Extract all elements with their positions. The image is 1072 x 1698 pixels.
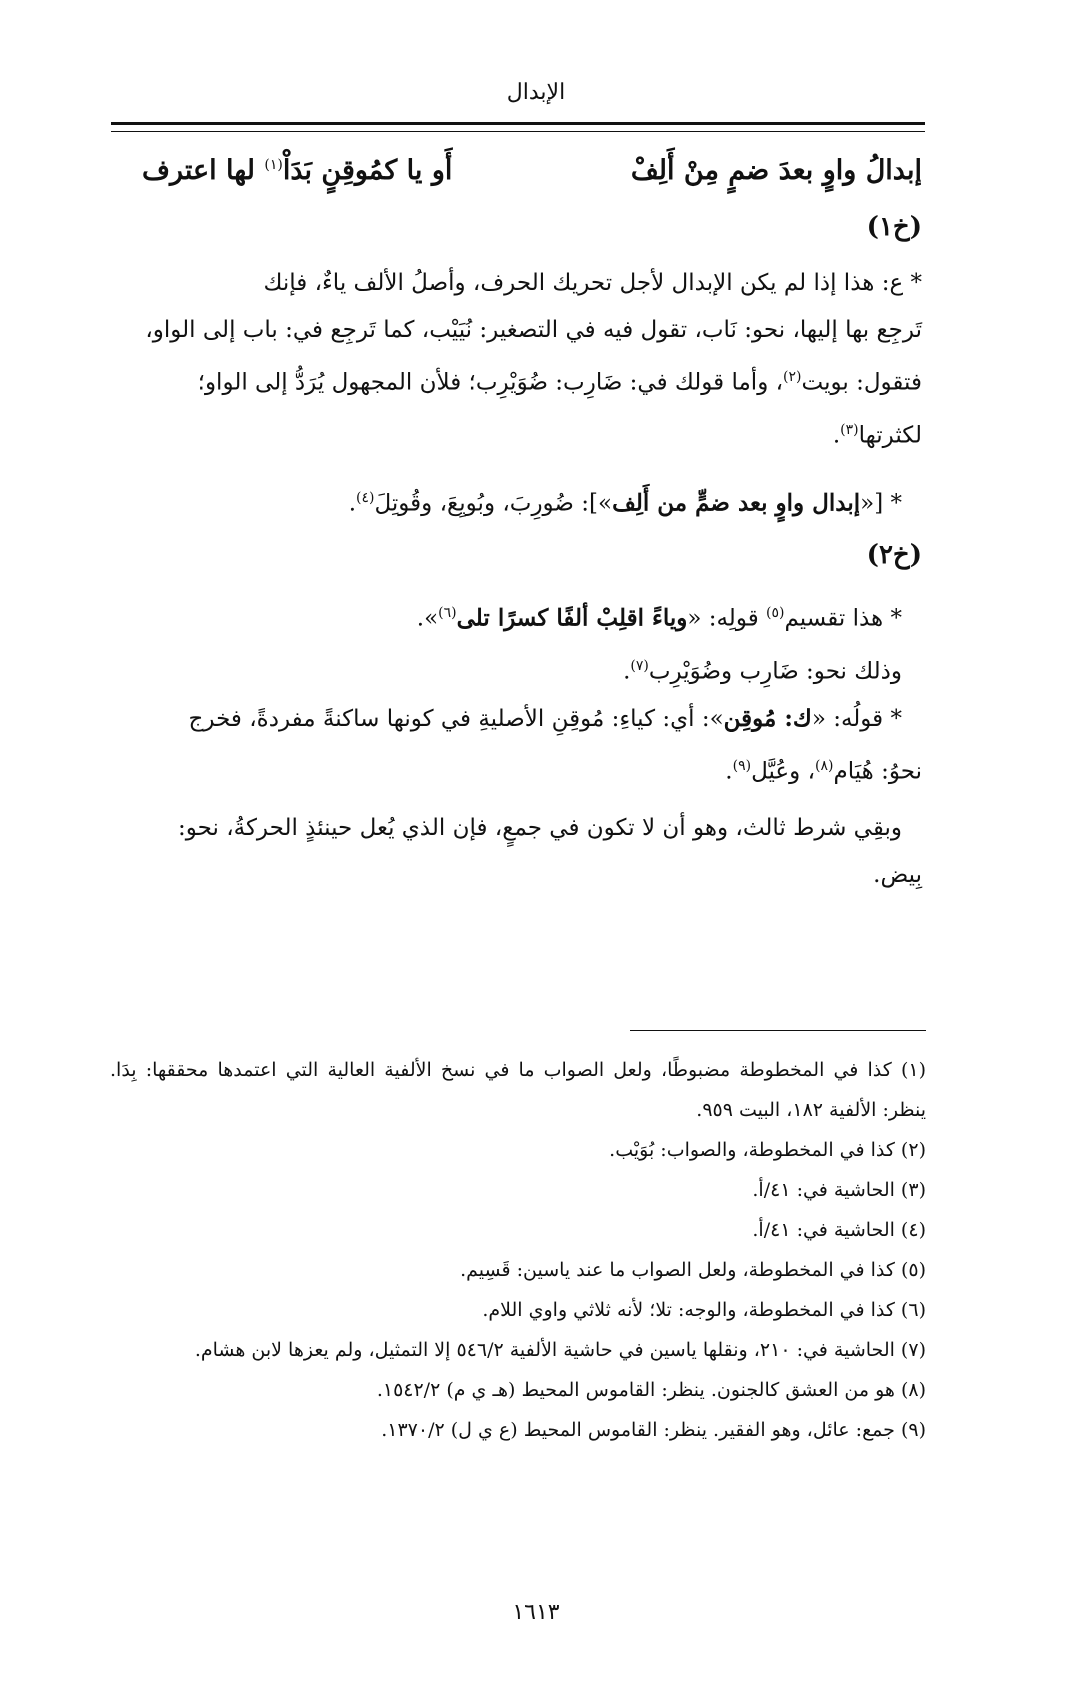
verse-text: لها اعترف [142, 155, 265, 186]
text-span: . [623, 658, 631, 685]
text-line [112, 695, 922, 743]
header-rule-thick [111, 122, 925, 125]
footnote-ref: (٥) [766, 605, 785, 621]
footnote: (٩) جمع: عائل، وهو الفقير. ينظر: القاموس المحيط (ع ي ل) ١٣٧٠/٢. [381, 1419, 926, 1441]
section-marker-kh1: (خ١) [866, 212, 922, 242]
text-span: »]: ضُورِبَ، وبُويِعَ، وقُوتِلَ [374, 490, 613, 517]
text-span: لكثرتها [858, 422, 922, 449]
text-span: * قولُه: « [811, 706, 902, 733]
bold-text: إبدال واوٍ بعد ضمٍّ من أَلِف [612, 489, 861, 517]
text-line [112, 475, 922, 528]
footnote: (٦) كذا في المخطوطة، والوجه: تلا؛ لأنه ثلاثي واوي اللام. [482, 1299, 926, 1321]
paragraph-6 [112, 805, 922, 899]
text-line [112, 743, 922, 796]
text-span: ». [416, 605, 439, 632]
footnote-ref: (٣) [840, 421, 859, 438]
footnote-ref: (٢) [783, 369, 802, 385]
page-number: ١٦١٣ [512, 1600, 560, 1625]
text-line [112, 407, 922, 460]
footnote: (٨) هو من العشق كالجنون. ينظر: القاموس المحيط (هـ ي م) ١٥٤٢/٢. [376, 1379, 926, 1401]
footnote: (٥) كذا في المخطوطة، ولعل الصواب ما عند ياسين: قَسِيم. [460, 1259, 926, 1281]
text-span: فتقول: بويت [801, 369, 922, 396]
footnote-ref: (٦) [438, 605, 457, 621]
footnote-ref: (٤) [356, 490, 375, 506]
text-span: ، وعُيَّل [751, 758, 816, 785]
text-line: * ع: هذا إذا لم يكن الإبدال لأجل تحريك الحرف، وأصلُ الألف ياءٌ، فإنك [263, 270, 922, 296]
footnote: (١) كذا في المخطوطة مضبوطًا، ولعل الصواب ما في نسخ الألفية العالية التي اعتمدها محققها: بِدَا. ينظر: الألفية ١٨٢، البيت ٩٥٩. [110, 1059, 926, 1121]
text-span: . [832, 422, 841, 449]
verse-second-hemistich [142, 155, 452, 186]
footnote-ref: (٧) [630, 657, 649, 674]
text-span: وذلك نحو: ضَارِب وضُوَيْرِب [648, 658, 902, 685]
text-span: * هذا تقسيم [784, 605, 902, 632]
verse-text: أَو يا كمُوقِنٍ بَدَاْ [282, 155, 453, 186]
text-line: بِيض. [873, 862, 922, 888]
bold-text: وياءً اقلِبْ ألفًا كسرًا تلى [456, 604, 688, 632]
text-span: . [725, 758, 733, 785]
bold-text: ك: مُوقِن [723, 705, 812, 733]
paragraph-2 [112, 475, 922, 528]
text-span: ، وأما قولك في: ضَارِب: ضُوَيْرِب؛ فلأن المجهول يُرَدُّ إلى الواو؛ [197, 369, 784, 396]
text-line [112, 354, 922, 407]
text-span: . [348, 490, 357, 517]
running-head: الإبدال [506, 80, 566, 105]
header-rule-thin [111, 131, 925, 132]
text-line [112, 590, 922, 643]
footnote: (٧) الحاشية في: ٢١٠، ونقلها ياسين في حاشية الألفية ٥٤٦/٢ إلا التمثيل، ولم يعزها لابن هشام. [194, 1339, 926, 1361]
footnote-ref: (١) [264, 157, 283, 173]
footnote-ref: (٨) [815, 758, 834, 775]
footnote: (٤) الحاشية في: ٤١/أ. [752, 1219, 926, 1241]
footnote-separator [630, 1030, 926, 1031]
section-marker-kh2: (خ٢) [866, 540, 922, 570]
verse-first-hemistich: إبدالُ واوٍ بعدَ ضمٍ مِنْ أَلِفْ [630, 155, 922, 186]
footnotes [110, 1050, 926, 1450]
paragraph-3 [112, 590, 922, 796]
text-span: * [« [860, 490, 902, 517]
text-span: نحوُ: هُيَام [833, 758, 922, 785]
paragraph-1 [112, 260, 922, 459]
text-line: وبقِي شرط ثالث، وهو أن لا تكون في جمعٍ، فإن الذي يُعل حينئذٍ الحركةُ، نحو: [178, 815, 902, 841]
footnote: (٢) كذا في المخطوطة، والصواب: بُوَيْب. [609, 1139, 926, 1161]
text-line [112, 643, 922, 696]
poetry-verse [142, 155, 922, 205]
footnote-ref: (٩) [732, 758, 752, 775]
footnote: (٣) الحاشية في: ٤١/أ. [752, 1179, 926, 1201]
text-span: قولِه: « [687, 605, 767, 632]
text-span: »: أي: كياءِ: مُوقِنِ الأصليةِ في كونها ساكنةً مفردةً، فخرج [188, 706, 724, 733]
text-line: تَرجِع بها إليها، نحو: نَاب، تقول فيه في التصغير: نُيَيْب، كما تَرجِع في: باب إلى الواو، [145, 317, 922, 343]
